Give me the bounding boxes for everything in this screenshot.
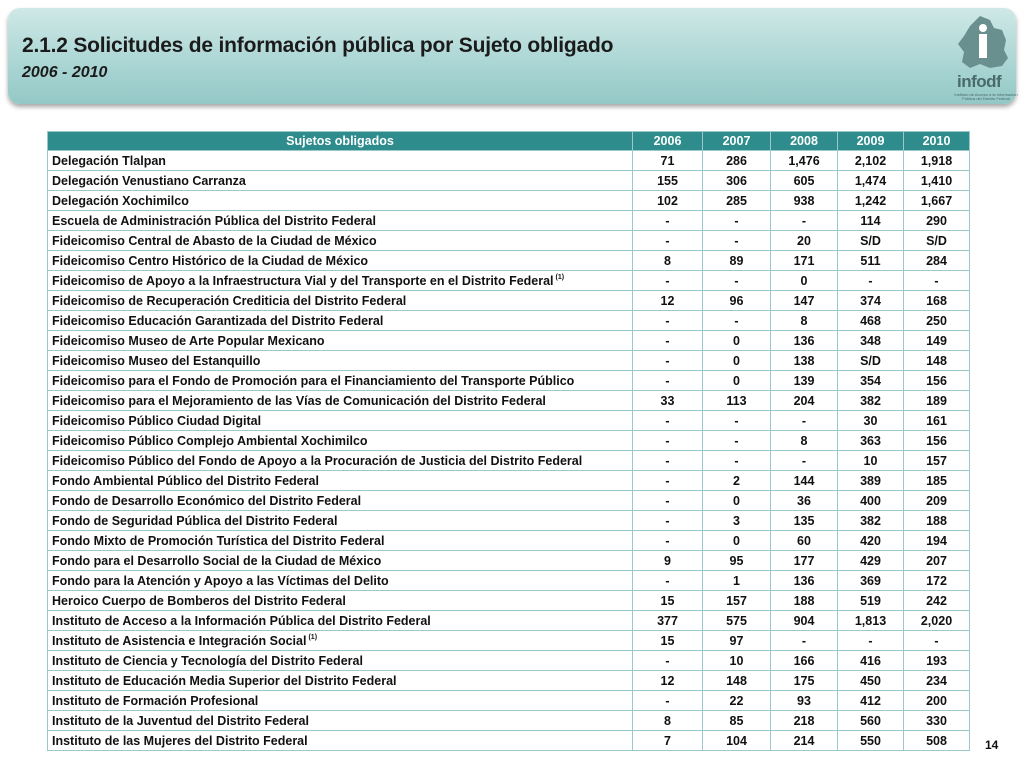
sujeto-name: Escuela de Administración Pública del Distrito Federal xyxy=(52,213,376,228)
sujeto-name: Fideicomiso Museo de Arte Popular Mexicano xyxy=(52,333,325,348)
value-cell: 104 xyxy=(703,731,771,751)
value-cell: 144 xyxy=(771,471,838,491)
sujeto-name: Instituto de Ciencia y Tecnología del Distrito Federal xyxy=(52,653,363,668)
table-row xyxy=(48,551,970,571)
table-row xyxy=(48,671,970,691)
column-header: 2008 xyxy=(771,132,838,151)
table-row xyxy=(48,271,970,291)
value-cell: 8 xyxy=(633,251,703,271)
value-cell: - xyxy=(633,571,703,591)
value-cell: 97 xyxy=(703,631,771,651)
value-cell: - xyxy=(633,331,703,351)
value-cell: - xyxy=(771,451,838,471)
table-row xyxy=(48,251,970,271)
table-row xyxy=(48,491,970,511)
page-title: 2.1.2 Solicitudes de información pública por Sujeto obligado xyxy=(22,34,614,57)
value-cell: 30 xyxy=(838,411,904,431)
value-cell: 354 xyxy=(838,371,904,391)
sujeto-name: Fideicomiso para el Mejoramiento de las Vías de Comunicación del Distrito Federal xyxy=(52,393,546,408)
value-cell: 171 xyxy=(771,251,838,271)
value-cell: 1,667 xyxy=(904,191,970,211)
sujeto-name-cell xyxy=(48,531,633,551)
value-cell: - xyxy=(703,451,771,471)
value-cell: 330 xyxy=(904,711,970,731)
value-cell: 22 xyxy=(703,691,771,711)
sujeto-name-cell xyxy=(48,271,633,291)
value-cell: 168 xyxy=(904,291,970,311)
sujeto-name-cell xyxy=(48,211,633,231)
value-cell: 1,474 xyxy=(838,171,904,191)
value-cell: 468 xyxy=(838,311,904,331)
value-cell: 363 xyxy=(838,431,904,451)
sujeto-name-cell xyxy=(48,471,633,491)
value-cell: 1,242 xyxy=(838,191,904,211)
value-cell: 0 xyxy=(703,531,771,551)
table-row xyxy=(48,431,970,451)
value-cell: 400 xyxy=(838,491,904,511)
value-cell: 9 xyxy=(633,551,703,571)
value-cell: 136 xyxy=(771,331,838,351)
value-cell: 175 xyxy=(771,671,838,691)
value-cell: 290 xyxy=(904,211,970,231)
table-row xyxy=(48,511,970,531)
value-cell: 33 xyxy=(633,391,703,411)
value-cell: 157 xyxy=(703,591,771,611)
sujeto-name-cell xyxy=(48,591,633,611)
value-cell: 429 xyxy=(838,551,904,571)
value-cell: 1 xyxy=(703,571,771,591)
sujeto-name-cell xyxy=(48,371,633,391)
value-cell: 200 xyxy=(904,691,970,711)
sujeto-name-cell xyxy=(48,491,633,511)
table-row xyxy=(48,731,970,751)
sujeto-name: Fondo Ambiental Público del Distrito Federal xyxy=(52,473,319,488)
column-header: 2006 xyxy=(633,132,703,151)
sujeto-name: Delegación Venustiano Carranza xyxy=(52,173,246,188)
sujeto-name-cell xyxy=(48,511,633,531)
table-row xyxy=(48,451,970,471)
sujeto-name-cell xyxy=(48,251,633,271)
value-cell: - xyxy=(703,411,771,431)
value-cell: - xyxy=(771,411,838,431)
value-cell: 20 xyxy=(771,231,838,251)
sujeto-name-cell xyxy=(48,631,633,651)
value-cell: 250 xyxy=(904,311,970,331)
sujeto-name-cell xyxy=(48,691,633,711)
sujeto-name: Fideicomiso Público Complejo Ambiental Xochimilco xyxy=(52,433,368,448)
sujeto-name-cell xyxy=(48,291,633,311)
value-cell: 8 xyxy=(771,311,838,331)
value-cell: 96 xyxy=(703,291,771,311)
sujeto-name-cell xyxy=(48,151,633,171)
value-cell: 193 xyxy=(904,651,970,671)
value-cell: 508 xyxy=(904,731,970,751)
value-cell: 156 xyxy=(904,371,970,391)
sujeto-name: Instituto de las Mujeres del Distrito Federal xyxy=(52,733,308,748)
value-cell: 369 xyxy=(838,571,904,591)
value-cell: 7 xyxy=(633,731,703,751)
value-cell: 382 xyxy=(838,391,904,411)
value-cell: - xyxy=(771,211,838,231)
value-cell: S/D xyxy=(838,351,904,371)
value-cell: 161 xyxy=(904,411,970,431)
value-cell: 286 xyxy=(703,151,771,171)
logo-wordmark: infodf xyxy=(957,72,1002,91)
value-cell: 511 xyxy=(838,251,904,271)
sujeto-name-cell xyxy=(48,391,633,411)
sujeto-name: Heroico Cuerpo de Bomberos del Distrito Federal xyxy=(52,593,346,608)
table-row xyxy=(48,631,970,651)
sujeto-name: Fideicomiso para el Fondo de Promoción para el Financiamiento del Transporte Público xyxy=(52,373,575,388)
value-cell: 450 xyxy=(838,671,904,691)
value-cell: - xyxy=(633,411,703,431)
table-row xyxy=(48,711,970,731)
page-number: 14 xyxy=(985,738,999,752)
map-icon xyxy=(950,14,1016,76)
table-row xyxy=(48,311,970,331)
sujeto-name-cell xyxy=(48,311,633,331)
value-cell: - xyxy=(633,651,703,671)
value-cell: 8 xyxy=(633,711,703,731)
value-cell: - xyxy=(904,271,970,291)
sujeto-name: Fondo para la Atención y Apoyo a las Víctimas del Delito xyxy=(52,573,389,588)
sujeto-name: Fondo de Desarrollo Económico del Distrito Federal xyxy=(52,493,362,508)
sujeto-name-cell xyxy=(48,171,633,191)
value-cell: 234 xyxy=(904,671,970,691)
sujeto-name-cell xyxy=(48,551,633,571)
value-cell: 148 xyxy=(703,671,771,691)
value-cell: - xyxy=(633,271,703,291)
value-cell: 8 xyxy=(771,431,838,451)
table-row xyxy=(48,571,970,591)
requests-table xyxy=(47,131,970,751)
column-header: 2007 xyxy=(703,132,771,151)
sujeto-name: Fondo para el Desarrollo Social de la Ciudad de México xyxy=(52,553,382,568)
sujeto-name: Instituto de Asistencia e Integración Social xyxy=(52,633,307,648)
value-cell: 306 xyxy=(703,171,771,191)
value-cell: 207 xyxy=(904,551,970,571)
table-row xyxy=(48,691,970,711)
value-cell: 12 xyxy=(633,291,703,311)
sujeto-name: Delegación Tlalpan xyxy=(52,153,166,168)
sujeto-name-cell xyxy=(48,191,633,211)
sujeto-name: Fideicomiso Museo del Estanquillo xyxy=(52,353,261,368)
value-cell: 36 xyxy=(771,491,838,511)
table-row xyxy=(48,211,970,231)
value-cell: 209 xyxy=(904,491,970,511)
table-row xyxy=(48,411,970,431)
value-cell: - xyxy=(904,631,970,651)
sujeto-name: Fideicomiso Público del Fondo de Apoyo a la Procuración de Justicia del Distrito Federal xyxy=(52,453,583,468)
value-cell: - xyxy=(703,311,771,331)
page-subtitle: 2006 - 2010 xyxy=(22,64,108,81)
value-cell: 550 xyxy=(838,731,904,751)
sujeto-name: Fondo de Seguridad Pública del Distrito Federal xyxy=(52,513,338,528)
value-cell: 102 xyxy=(633,191,703,211)
sujeto-name-cell xyxy=(48,431,633,451)
table-row xyxy=(48,171,970,191)
value-cell: 377 xyxy=(633,611,703,631)
footnote-marker: (1) xyxy=(308,633,318,641)
value-cell: 188 xyxy=(771,591,838,611)
value-cell: 10 xyxy=(703,651,771,671)
table-row xyxy=(48,471,970,491)
value-cell: 114 xyxy=(838,211,904,231)
value-cell: - xyxy=(633,531,703,551)
value-cell: 1,410 xyxy=(904,171,970,191)
value-cell: 214 xyxy=(771,731,838,751)
footnote-marker: (1) xyxy=(555,273,565,281)
value-cell: 560 xyxy=(838,711,904,731)
table-row xyxy=(48,391,970,411)
table-row xyxy=(48,351,970,371)
sujeto-name-cell xyxy=(48,571,633,591)
value-cell: 157 xyxy=(904,451,970,471)
value-cell: 71 xyxy=(633,151,703,171)
table-row xyxy=(48,531,970,551)
value-cell: - xyxy=(633,471,703,491)
value-cell: - xyxy=(633,211,703,231)
value-cell: 218 xyxy=(771,711,838,731)
value-cell: - xyxy=(838,631,904,651)
value-cell: - xyxy=(633,451,703,471)
value-cell: 0 xyxy=(703,331,771,351)
value-cell: 95 xyxy=(703,551,771,571)
sujeto-name-cell xyxy=(48,451,633,471)
value-cell: 148 xyxy=(904,351,970,371)
value-cell: 374 xyxy=(838,291,904,311)
value-cell: 575 xyxy=(703,611,771,631)
value-cell: 1,813 xyxy=(838,611,904,631)
value-cell: - xyxy=(633,491,703,511)
sujeto-name: Fideicomiso Centro Histórico de la Ciudad de México xyxy=(52,253,369,268)
table-row xyxy=(48,371,970,391)
value-cell: S/D xyxy=(904,231,970,251)
value-cell: 189 xyxy=(904,391,970,411)
value-cell: 60 xyxy=(771,531,838,551)
sujeto-name: Fideicomiso Educación Garantizada del Distrito Federal xyxy=(52,313,384,328)
sujeto-name-cell xyxy=(48,651,633,671)
value-cell: 1,918 xyxy=(904,151,970,171)
value-cell: 904 xyxy=(771,611,838,631)
sujeto-name-cell xyxy=(48,411,633,431)
value-cell: - xyxy=(703,231,771,251)
value-cell: 420 xyxy=(838,531,904,551)
value-cell: - xyxy=(633,231,703,251)
value-cell: 113 xyxy=(703,391,771,411)
value-cell: - xyxy=(703,271,771,291)
value-cell: 89 xyxy=(703,251,771,271)
value-cell: 412 xyxy=(838,691,904,711)
sujeto-name-cell xyxy=(48,671,633,691)
value-cell: 938 xyxy=(771,191,838,211)
value-cell: - xyxy=(633,691,703,711)
sujeto-name: Instituto de Educación Media Superior del Distrito Federal xyxy=(52,673,397,688)
value-cell: - xyxy=(633,431,703,451)
value-cell: - xyxy=(703,211,771,231)
sujeto-name: Fideicomiso Público Ciudad Digital xyxy=(52,413,262,428)
value-cell: 0 xyxy=(771,271,838,291)
value-cell: 285 xyxy=(703,191,771,211)
sujeto-name: Fideicomiso Central de Abasto de la Ciudad de México xyxy=(52,233,377,248)
value-cell: 194 xyxy=(904,531,970,551)
value-cell: - xyxy=(703,431,771,451)
logo-subtext: Instituto de Acceso a la Información Pública del Distrito Federal xyxy=(954,92,1018,101)
sujeto-name-cell xyxy=(48,351,633,371)
table-row xyxy=(48,331,970,351)
value-cell: 10 xyxy=(838,451,904,471)
value-cell: - xyxy=(633,371,703,391)
value-cell: 204 xyxy=(771,391,838,411)
value-cell: 139 xyxy=(771,371,838,391)
value-cell: - xyxy=(633,311,703,331)
sujeto-name-cell xyxy=(48,231,633,251)
value-cell: 188 xyxy=(904,511,970,531)
table-row xyxy=(48,591,970,611)
sujeto-name: Fondo Mixto de Promoción Turística del Distrito Federal xyxy=(52,533,385,548)
value-cell: 12 xyxy=(633,671,703,691)
value-cell: 136 xyxy=(771,571,838,591)
value-cell: 2,102 xyxy=(838,151,904,171)
value-cell: 15 xyxy=(633,591,703,611)
table-row xyxy=(48,191,970,211)
sujeto-name: Instituto de Acceso a la Información Pública del Distrito Federal xyxy=(52,613,431,628)
value-cell: 138 xyxy=(771,351,838,371)
table-header-row xyxy=(48,132,970,151)
value-cell: 2 xyxy=(703,471,771,491)
value-cell: 85 xyxy=(703,711,771,731)
value-cell: 242 xyxy=(904,591,970,611)
sujeto-name-cell xyxy=(48,331,633,351)
table-row xyxy=(48,151,970,171)
value-cell: 0 xyxy=(703,491,771,511)
value-cell: 166 xyxy=(771,651,838,671)
value-cell: 0 xyxy=(703,351,771,371)
value-cell: 93 xyxy=(771,691,838,711)
column-header: Sujetos obligados xyxy=(48,132,633,151)
table-row xyxy=(48,291,970,311)
value-cell: 177 xyxy=(771,551,838,571)
value-cell: 519 xyxy=(838,591,904,611)
sujeto-name: Fideicomiso de Recuperación Crediticia del Distrito Federal xyxy=(52,293,407,308)
value-cell: 382 xyxy=(838,511,904,531)
sujeto-name-cell xyxy=(48,711,633,731)
table-row xyxy=(48,651,970,671)
table-row xyxy=(48,231,970,251)
value-cell: 1,476 xyxy=(771,151,838,171)
value-cell: 147 xyxy=(771,291,838,311)
value-cell: - xyxy=(633,511,703,531)
sujeto-name: Fideicomiso de Apoyo a la Infraestructura Vial y del Transporte en el Distrito Federal xyxy=(52,273,554,288)
value-cell: - xyxy=(633,351,703,371)
value-cell: 185 xyxy=(904,471,970,491)
value-cell: 416 xyxy=(838,651,904,671)
sujeto-name: Instituto de Formación Profesional xyxy=(52,693,259,708)
value-cell: 284 xyxy=(904,251,970,271)
value-cell: 2,020 xyxy=(904,611,970,631)
value-cell: 348 xyxy=(838,331,904,351)
value-cell: 389 xyxy=(838,471,904,491)
value-cell: 135 xyxy=(771,511,838,531)
value-cell: 149 xyxy=(904,331,970,351)
column-header: 2010 xyxy=(904,132,970,151)
value-cell: - xyxy=(838,271,904,291)
value-cell: 172 xyxy=(904,571,970,591)
sujeto-name: Delegación Xochimilco xyxy=(52,193,189,208)
value-cell: 605 xyxy=(771,171,838,191)
value-cell: 15 xyxy=(633,631,703,651)
sujeto-name-cell xyxy=(48,611,633,631)
sujeto-name: Instituto de la Juventud del Distrito Federal xyxy=(52,713,309,728)
value-cell: 3 xyxy=(703,511,771,531)
value-cell: 156 xyxy=(904,431,970,451)
infodf-logo xyxy=(950,14,1016,104)
table-row xyxy=(48,611,970,631)
value-cell: 0 xyxy=(703,371,771,391)
column-header: 2009 xyxy=(838,132,904,151)
value-cell: - xyxy=(771,631,838,651)
value-cell: 155 xyxy=(633,171,703,191)
value-cell: S/D xyxy=(838,231,904,251)
sujeto-name-cell xyxy=(48,731,633,751)
